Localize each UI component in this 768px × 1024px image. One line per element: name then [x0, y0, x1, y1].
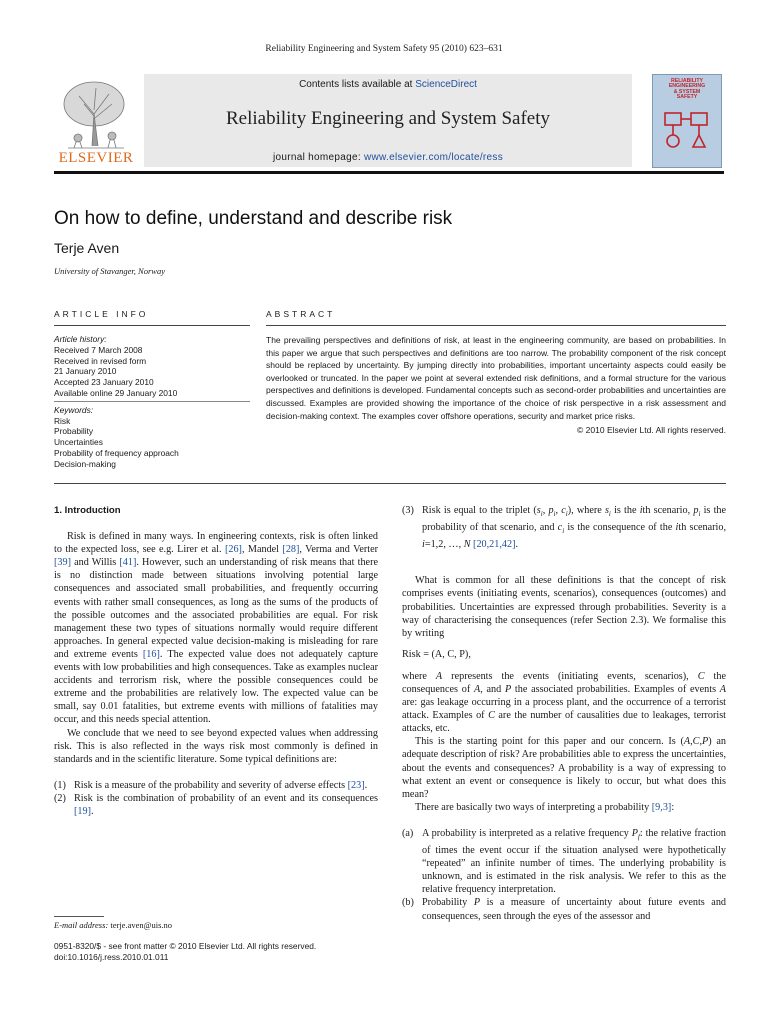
- article-title: On how to define, understand and describe risk: [54, 208, 453, 229]
- keyword: Probability: [54, 426, 94, 437]
- paragraph: This is the starting point for this paper and our concern. Is (A,C,P) an adequate description of risk? Are probabilities able to express the uncertainties, about the events and consequences? A probability is a way of expressing to what extent an event or consequence is likely to occur, but what does this mean?: [402, 736, 726, 800]
- journal-banner: [54, 74, 720, 168]
- right-column: [402, 504, 726, 923]
- cover-graphic-icon: [661, 107, 713, 157]
- citation-link[interactable]: [23]: [347, 779, 365, 791]
- paragraph: Risk is defined in many ways. In engineering contexts, risk is often linked to the expected loss, see e.g. Lirer et al. [26], Mandel [28], Verma and Verter [39] and Willis [41]. However, such an understanding of risk means that there is no distinction made between situations involving potential large consequences and associated small probabilities, and frequently occurring events with rather small consequences, as long as the sums of the products of the possible outcomes and the associated probabilities are equal. For risk management these two types of situations normally would require different approaches. In general expected value decision-making is misleading for rare and extreme events [16]. The expected value does not adequately capture events with low probabilities and high consequences. Take as examples nuclear accidents and terrorism risk, where the possible consequences could be extreme and the probabilities are relatively low. The expected value can be small, say 0.01 fatalities, but extreme events with millions of fatalities may occur, and this needs special attention.: [54, 531, 378, 726]
- email-link[interactable]: terje.aven@uis.no: [110, 920, 173, 930]
- history-item: Received 7 March 2008: [54, 344, 143, 355]
- sciencedirect-link[interactable]: ScienceDirect: [415, 79, 477, 90]
- citation-link[interactable]: [41]: [119, 557, 137, 569]
- history-item: 21 January 2010: [54, 366, 117, 377]
- abstract-rule: [266, 325, 726, 326]
- citation-link[interactable]: [16]: [142, 648, 160, 660]
- homepage-line: [144, 152, 632, 163]
- paragraph: What is common for all these definitions is that the concept of risk comprises events (initiating events, scenarios), consequences (outcomes) and probabilities. Uncertainties are expressed through probabilities. Severity is a way of characterising the consequences (refer Section 2.3). We formalise this by writing: [402, 575, 726, 639]
- header-rule: [54, 171, 724, 174]
- history-label: Article history:: [54, 334, 107, 344]
- elsevier-logo: [54, 74, 138, 168]
- cover-title-line: SAFETY: [676, 94, 698, 101]
- paragraph: We conclude that we need to see beyond expected values when addressing risk. This is also reflected in the ways risk most commonly is defined in standards and in the scientific literature. Some typical definitions are:: [54, 727, 378, 765]
- section-heading: 1. Introduction: [54, 505, 121, 516]
- banner-center: [144, 74, 632, 167]
- info-rule: [54, 325, 250, 326]
- definition-item: (2) Risk is the combination of probability of an event and its consequences [19].: [54, 792, 378, 817]
- definition-item: (1) Risk is a measure of the probability and severity of adverse effects [23].: [54, 779, 368, 791]
- keyword: Probability of frequency approach: [54, 447, 179, 458]
- history-item: Received in revised form: [54, 355, 147, 366]
- info-divider: [54, 401, 250, 402]
- definition-item: (3) Risk is equal to the triplet ($s_i$, $p_i$, $c_i$), where $s_i$ is the ith scenario, $p_i$ is the probability of that scenario, and $c_i$ is the consequence of the ith scenario, i=1,2, …, N [20,21,42].: [402, 505, 727, 551]
- abstract: [266, 334, 726, 437]
- citation-link[interactable]: [39]: [54, 557, 71, 569]
- front-matter: 0951-8320/$ - see front matter © 2010 Elsevier Ltd. All rights reserved.: [54, 941, 317, 951]
- abstract-heading: ABSTRACT: [266, 309, 336, 319]
- homepage-link[interactable]: www.elsevier.com/locate/ress: [364, 152, 504, 163]
- citation-link[interactable]: [26]: [224, 544, 242, 556]
- keyword: Uncertainties: [54, 437, 103, 448]
- abstract-text: The prevailing perspectives and definitions of risk, at least in the engineering community, are based on probabilities. In this paper we argue that such perspectives and definitions are too narrow. The probability component of the risk concept should be replaced by uncertainty. By jumping directly into probabilities, important uncertainty aspects could easily be overlooked or truncated. In the paper we point at several extended risk definitions, and a formal structure for the various perspectives and definitions is developed. Fundamental concepts such as second-order probabilities and uncertainties are discussed. Examples are provided showing the importance of the choice of risk perspective in a risk assessment and decision-making context. The examples cover offshore operations, security and market price risks.: [266, 335, 726, 421]
- left-column: [54, 504, 378, 818]
- cover-title-line: ENGINEERING: [668, 83, 706, 90]
- body-rule: [54, 483, 726, 484]
- author-name: Terje Aven: [54, 240, 120, 256]
- keyword: Decision-making: [54, 458, 116, 469]
- journal-cover[interactable]: [652, 74, 722, 168]
- elsevier-wordmark: ELSEVIER: [58, 150, 134, 166]
- citation-link[interactable]: [19]: [74, 805, 91, 817]
- interpretation-item: (a) A probability is interpreted as a relative frequency $P_f$: the relative fraction of times the event occur if the situation analysed were hypothetically “repeated” an infinite number of times. The underlying probability is unknown, and is estimated in the risk analysis. We refer to this as the relative frequency interpretation.: [402, 827, 726, 896]
- footnote-rule: [54, 916, 104, 917]
- paragraph: where A represents the events (initiating events, scenarios), C the consequences of A, and P the associated probabilities. Examples of events A are: gas leakage occurring in a process plant, and the occurrence of a terrorist attack. Examples of C are the number of causalities due to leakages, terrorist attacks, etc.: [402, 670, 726, 735]
- keyword: Risk: [54, 415, 71, 426]
- citation-link[interactable]: [9,3]: [651, 801, 672, 813]
- citation-link[interactable]: [20,21,42]: [473, 539, 516, 551]
- email-footnote: E-mail address: terje.aven@uis.no: [54, 920, 173, 930]
- citation-link[interactable]: [28]: [282, 544, 300, 556]
- history-item: Accepted 23 January 2010: [54, 377, 154, 388]
- article-info: [54, 334, 250, 470]
- cover-title-line: & SYSTEM: [673, 88, 701, 95]
- paragraph: There are basically two ways of interpreting a probability [9,3]:: [415, 801, 675, 813]
- formula: Risk = (A, C, P),: [402, 648, 471, 660]
- contents-line: [144, 79, 632, 90]
- journal-name: Reliability Engineering and System Safety: [226, 108, 550, 129]
- cover-title: [653, 79, 721, 101]
- cover-title-line: RELIABILITY: [671, 78, 703, 84]
- copyright: © 2010 Elsevier Ltd. All rights reserved.: [577, 425, 726, 436]
- article-info-heading: ARTICLE INFO: [54, 309, 149, 319]
- doi[interactable]: doi:10.1016/j.ress.2010.01.011: [54, 952, 169, 962]
- homepage-prefix: journal homepage:: [272, 152, 364, 163]
- running-header: Reliability Engineering and System Safety 95 (2010) 623–631: [265, 44, 503, 54]
- keywords-label: Keywords:: [54, 404, 94, 415]
- interpretation-item: (b) Probability P is a measure of uncertainty about future events and consequences, seen through the eyes of the assessor and: [402, 897, 727, 922]
- contents-prefix: Contents lists available at: [299, 79, 416, 90]
- history-item: Available online 29 January 2010: [54, 387, 178, 398]
- affiliation: University of Stavanger, Norway: [54, 266, 165, 276]
